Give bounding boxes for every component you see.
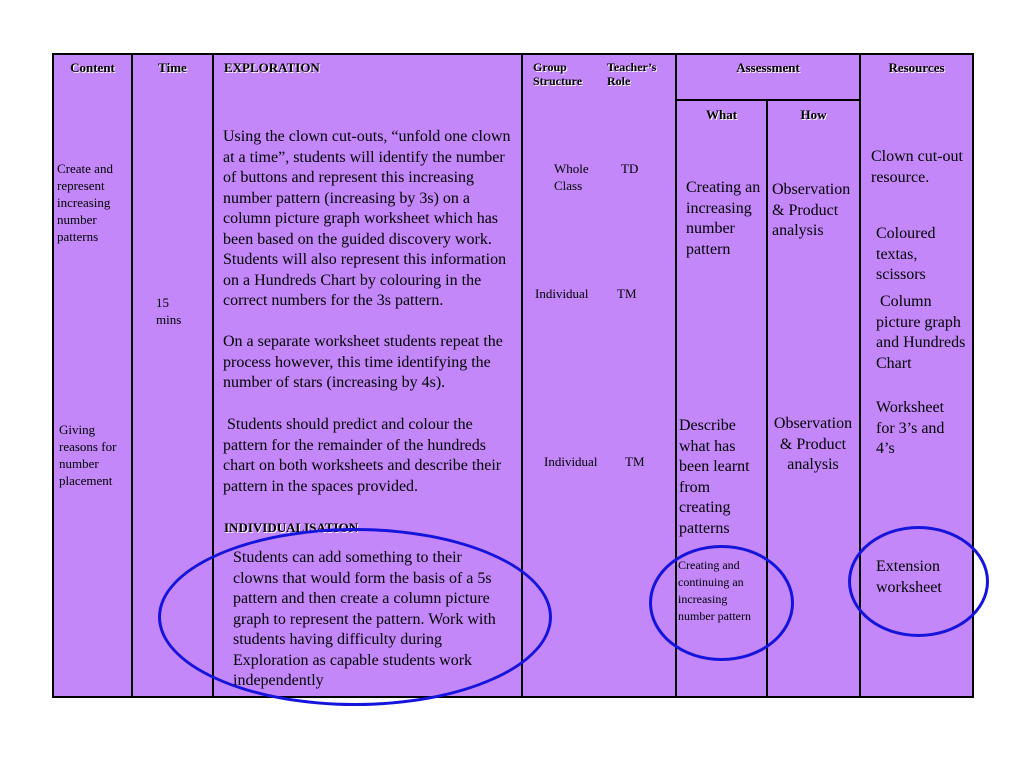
resource-item: Clown cut-out resource. <box>871 148 963 186</box>
header-group-structure: Group Structure <box>533 60 583 88</box>
resource-item: Column picture graph and Hundreds Chart <box>876 293 966 372</box>
individualisation-text: Students can add something to their clowns that would form the basis of a 5s pattern and then create a column picture graph to represent the pattern. Work with students having difficulty during Exploration as capable students work independently <box>233 549 496 689</box>
column-divider <box>131 53 133 698</box>
individualisation-heading: INDIVIDUALISATION <box>224 520 359 535</box>
assessment-subheader-divider <box>675 99 861 101</box>
teacher-role: TM <box>625 454 645 469</box>
teacher-role: TM <box>617 286 637 301</box>
group-structure: Individual <box>535 286 589 301</box>
assessment-how: Observation & Product analysis <box>773 415 853 473</box>
header-content: Content <box>70 60 115 75</box>
assessment-how: Observation & Product analysis <box>772 181 851 239</box>
header-resources: Resources <box>888 60 945 75</box>
header-teachers-role: Teacher’s Role <box>607 60 657 88</box>
table-top-border <box>52 53 974 55</box>
exploration-paragraph: Students should predict and colour the pattern for the remainder of the hundreds chart on both worksheets and describe their pattern in the spaces provided. <box>223 416 502 495</box>
exploration-paragraph: On a separate worksheet students repeat the process however, this time identifying the number of stars (increasing by 4s). <box>223 333 503 391</box>
content-item: Create and represent increasing number patterns <box>57 161 113 244</box>
group-structure: Individual <box>544 454 598 469</box>
annotation-ellipse <box>649 545 794 661</box>
assessment-what: Creating and continuing an increasing number pattern <box>678 558 751 623</box>
resource-item: Worksheet for 3’s and 4’s <box>876 399 945 457</box>
annotation-ellipse <box>158 528 552 706</box>
content-item: Giving reasons for number placement <box>59 422 117 488</box>
teacher-role: TD <box>621 161 639 176</box>
resource-item: Extension worksheet <box>876 558 942 596</box>
table-bottom-border <box>52 696 974 698</box>
header-time: Time <box>158 60 187 75</box>
resource-item: Coloured textas, scissors <box>876 225 936 283</box>
header-exploration: EXPLORATION <box>224 60 320 75</box>
exploration-paragraph: Using the clown cut-outs, “unfold one clown at a time”, students will identify the number of buttons and represent this increasing number pattern (increasing by 3s) on a column picture graph worksheet which has been based on the guided discovery work. Students will also represent this information on a Hundreds Chart by colouring in the correct numbers for the 3s pattern. <box>223 128 511 309</box>
annotation-ellipse <box>848 526 989 637</box>
group-structure: Whole Class <box>554 161 589 193</box>
header-what: What <box>705 107 738 122</box>
table-left-border <box>52 53 54 698</box>
assessment-what: Describe what has been learnt from creating patterns <box>679 417 750 537</box>
time-value: 15 mins <box>156 295 182 327</box>
header-how: How <box>800 107 827 122</box>
assessment-what: Creating an increasing number pattern <box>686 179 761 258</box>
header-assessment: Assessment <box>736 60 800 75</box>
